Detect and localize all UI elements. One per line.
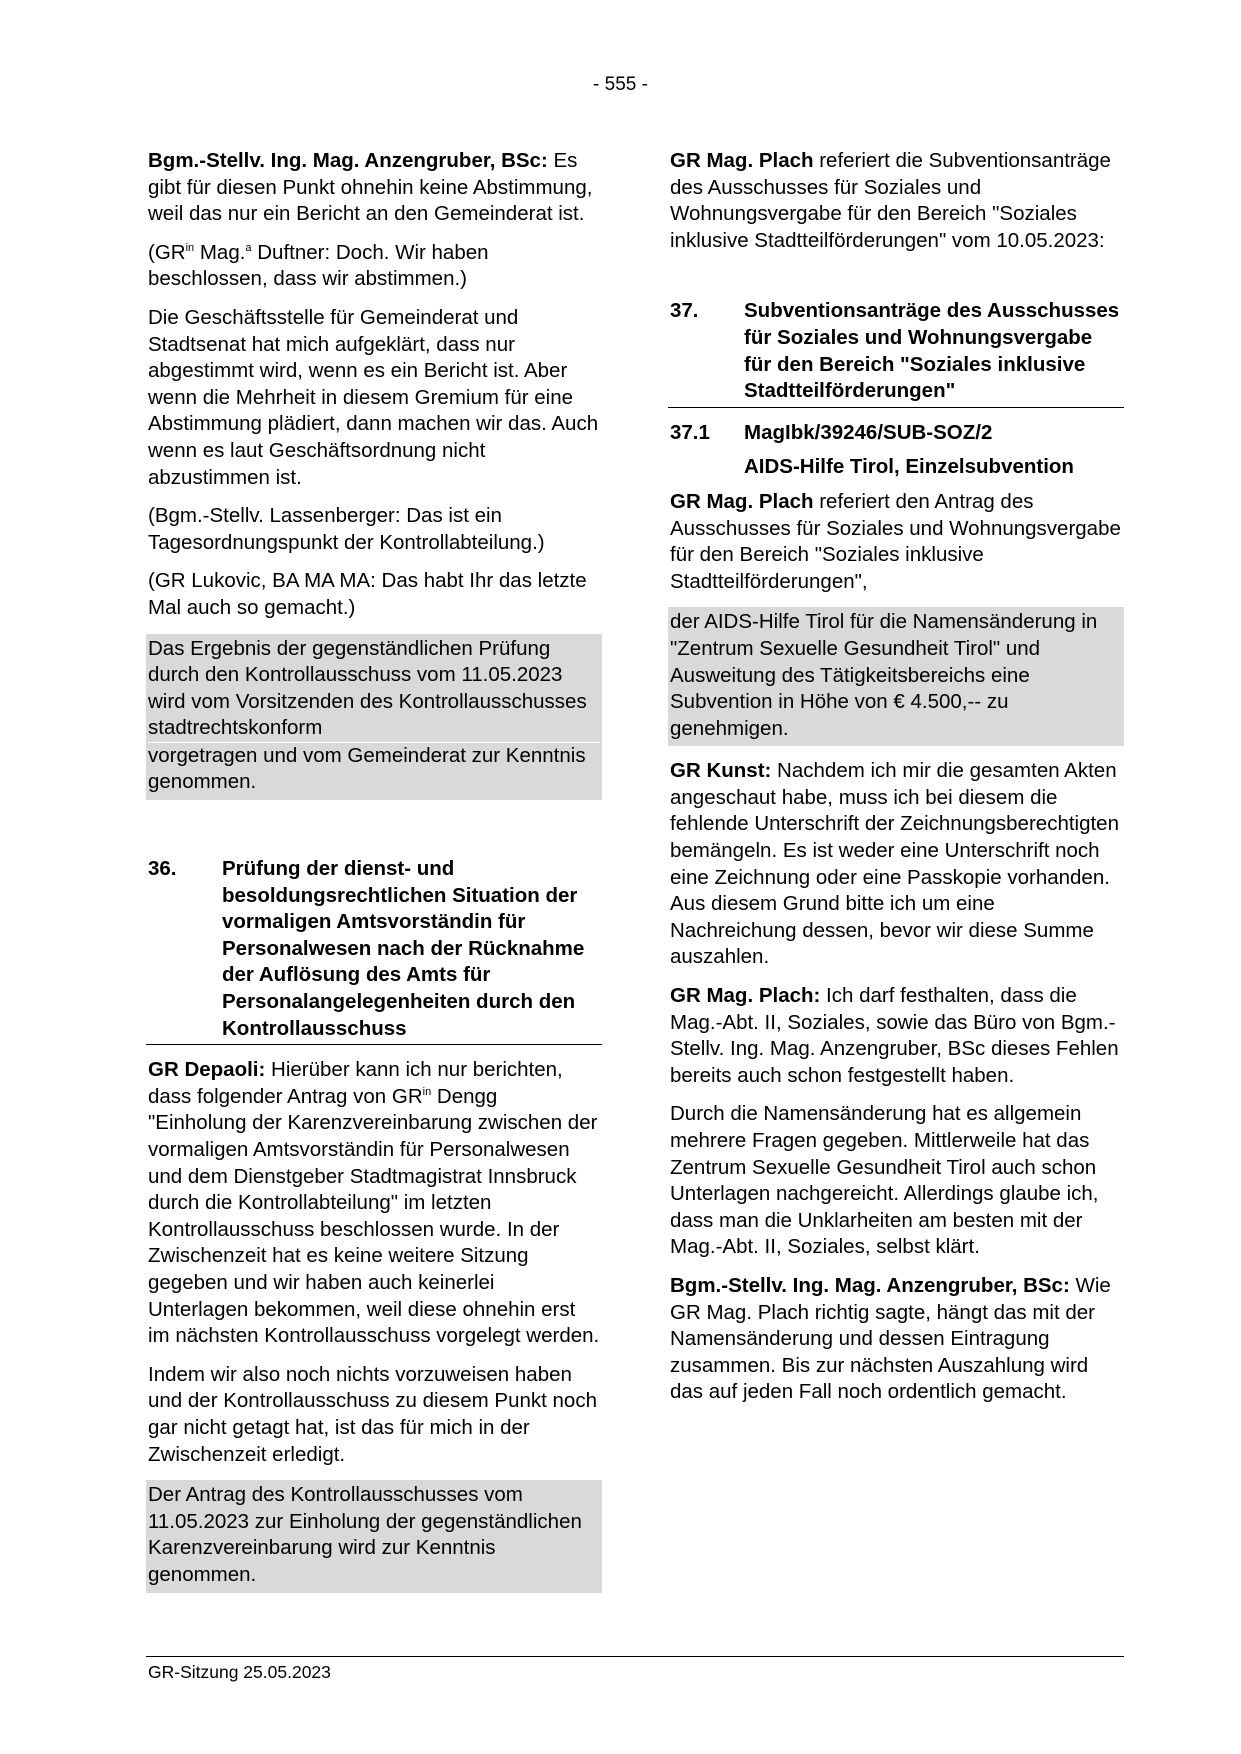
speaker-name: GR Mag. Plach [670, 489, 814, 513]
speaker-name: Bgm.-Stellv. Ing. Mag. Anzengruber, BSc: [670, 1273, 1070, 1297]
paragraph-text: referiert die Subventionsanträge des Ausschusses für Soziales und Wohnungsvergabe für den Bereich "Soziales inklusive Stadtteilförderungen" vom 10.05.2023: [670, 149, 1111, 252]
resolution-box [668, 607, 1124, 746]
speaker-name: GR Mag. Plach [670, 149, 814, 172]
interjection-text: Duftner: Doch. Wir haben beschlossen, dass wir abstimmen.) [148, 240, 489, 291]
resolution-box [146, 634, 602, 801]
resolution-text: der AIDS-Hilfe Tirol für die Namensänderung in "Zentrum Sexuelle Gesundheit Tirol" und Ausweitung des Tätigkeitsbereichs eine Subvention in Höhe von € 4.500,-- zu genehmigen. [670, 610, 1098, 740]
paragraph-text: Dengg "Einholung der Karenzvereinbarung zwischen der vormaligen Amtsvorständin für Personalwesen und dem Dienstgeber Stadtmagistrat Innsbruck durch die Kontrollabteilung" im letzten Kontrollausschuss beschlossen wurde. In der Zwischenzeit hat es keine weitere Sitzung gegeben und wir haben auch keinerlei Unterlagen bekommen, weil diese ohnehin erst im nächsten Kontrollausschuss vorgelegt werden. [148, 1084, 600, 1348]
paragraph-text: Wie GR Mag. Plach richtig sagte, hängt das mit der Namensänderung und dessen Eintragung zusammen. Bis zur nächsten Auszahlung wird das auf jeden Fall noch ordentlich gemacht. [670, 1273, 1111, 1404]
subsection-heading-37-1 [668, 420, 1124, 447]
section-heading-36 [146, 856, 602, 1045]
section-title: Prüfung der dienst- und besoldungsrechtlichen Situation der vormaligen Amtsvorständin für Personalwesen nach der Rücknahme der Auflösung des Amts für Personalangelegenheiten durch den Kontrollausschuss [222, 857, 585, 1040]
speaker-name: GR Mag. Plach: [670, 984, 821, 1008]
superscript: in [422, 1085, 432, 1098]
left-column [146, 148, 602, 1605]
right-column [668, 148, 1124, 1418]
resolution-text: Der Antrag des Kontrollausschusses vom 11.05.2023 zur Einholung der gegenständlichen Karenzvereinbarung wird zur Kenntnis genommen. [148, 1483, 582, 1586]
interjection [146, 240, 602, 293]
section-heading-37 [668, 298, 1124, 407]
resolution-text: Das Ergebnis der gegenständlichen Prüfung durch den Kontrollausschuss vom 11.05.2023 wird vom Vorsitzenden des Kontrollausschusses stadtrechtskonform [148, 636, 587, 740]
speaker-name: Bgm.-Stellv. Ing. Mag. Anzengruber, BSc: [148, 149, 548, 172]
paragraph: Indem wir also noch nichts vorzuweisen haben und der Kontrollausschuss zu diesem Punkt noch gar nicht getagt hat, ist das für mich in der Zwischenzeit erledigt. [148, 1362, 597, 1466]
subsection-reference: MagIbk/39246/SUB-SOZ/2 [744, 420, 993, 444]
paragraph [668, 489, 1124, 595]
paragraph-text: referiert den Antrag des Ausschusses für Soziales und Wohnungsvergabe für den Bereich "Soziales inklusive Stadtteilförderungen", [670, 489, 1121, 593]
interjection-text: Mag. [194, 240, 246, 264]
paragraph: Die Geschäftsstelle für Gemeinderat und Stadtsenat hat mich aufgeklärt, dass nur abgestimmt wird, wenn es ein Bericht ist. Aber wenn die Mehrheit in diesem Gremium für eine Abstimmung plädiert, dann machen wir das. Auch wenn es laut Geschäftsordnung nicht abzustimmen ist. [148, 305, 599, 489]
paragraph [146, 148, 602, 228]
paragraph [668, 758, 1124, 971]
speaker-name: GR Kunst: [670, 759, 772, 783]
footer-text: GR-Sitzung 25.05.2023 [148, 1662, 331, 1682]
subsection-title-row [668, 454, 1124, 481]
paragraph-text: Nachdem ich mir die gesamten Akten angeschaut habe, muss ich bei diesem die fehlende Unterschrift der Zeichnungsberechtigten bemängeln. Es ist weder eine Unterschrift noch eine Zeichnung oder eine Passkopie vorhanden. Aus diesem Grund bitte ich um eine Nachreichung dessen, bevor wir diese Summe auszahlen. [670, 759, 1119, 969]
resolution-box [146, 1480, 602, 1592]
paragraph-text: Es gibt für diesen Punkt ohnehin keine Abstimmung, weil das nur ein Bericht an den Gemeinderat ist. [148, 149, 593, 226]
paragraph: Durch die Namensänderung hat es allgemein mehrere Fragen gegeben. Mittlerweile hat das Zentrum Sexuelle Gesundheit Tirol auch schon Unterlagen nachgereicht. Allerdings glaube ich, dass man die Unklarheiten am besten mit der Mag.-Abt. II, Soziales, selbst klärt. [670, 1102, 1099, 1259]
paragraph [668, 148, 1124, 254]
subsection-title: AIDS-Hilfe Tirol, Einzelsubvention [744, 455, 1074, 479]
paragraph [668, 1273, 1124, 1406]
superscript: in [185, 241, 195, 254]
paragraph-text: Ich darf festhalten, dass die Mag.-Abt. II, Soziales, sowie das Büro von Bgm.-Stellv. Ing. Mag. Anzengruber, BSc dieses Fehlen bereits auch schon festgestellt haben. [670, 984, 1119, 1087]
interjection: (Bgm.-Stellv. Lassenberger: Das ist ein Tagesordnungspunkt der Kontrollabteilung.) [148, 504, 545, 554]
section-title: Subventionsanträge des Ausschusses für Soziales und Wohnungsvergabe für den Bereich "Soziales inklusive Stadtteilförderungen" [744, 299, 1120, 403]
interjection-text: (GR [148, 240, 186, 264]
interjection: (GR Lukovic, BA MA MA: Das habt Ihr das letzte Mal auch so gemacht.) [148, 569, 587, 619]
paragraph-text: Hierüber kann ich nur berichten, dass folgender Antrag von GR [148, 1058, 563, 1108]
section-number: 36. [148, 857, 177, 881]
section-number: 37. [670, 299, 699, 323]
resolution-text: vorgetragen und vom Gemeinderat zur Kenntnis genommen. [148, 742, 600, 796]
subsection-number: 37.1 [670, 420, 710, 444]
speaker-name: GR Depaoli: [148, 1058, 266, 1082]
paragraph [668, 983, 1124, 1089]
paragraph [146, 1057, 602, 1350]
superscript: a [245, 241, 252, 254]
footer-divider [146, 1656, 1124, 1657]
page-number: - 555 - [593, 74, 648, 95]
